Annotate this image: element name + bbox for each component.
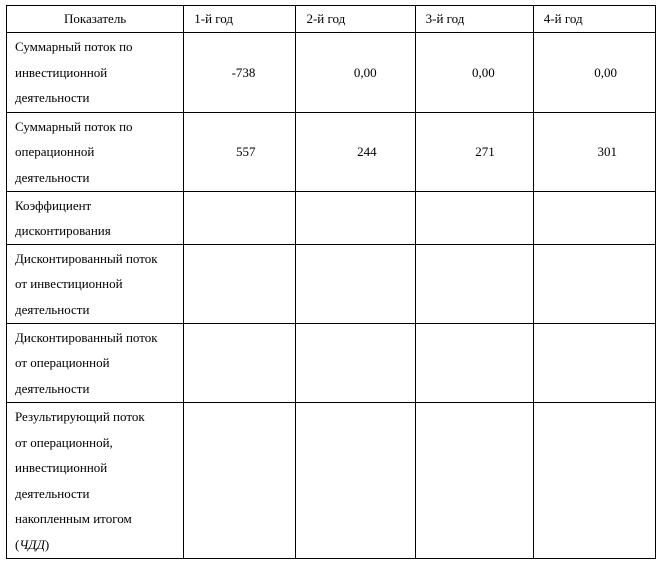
cell-year-4: 301 bbox=[533, 113, 655, 192]
row-label-line: Коэффициент bbox=[15, 197, 92, 213]
cell-year-2: 244 bbox=[296, 113, 415, 192]
row-label-line: от операционной bbox=[15, 355, 110, 371]
row-label-line: Результирующий поток bbox=[15, 409, 145, 424]
header-year-3: 3-й год bbox=[415, 6, 533, 33]
row-label-abbr-line bbox=[15, 532, 179, 558]
row-label bbox=[7, 245, 184, 324]
cell-year-1 bbox=[184, 403, 296, 559]
header-year-1: 1-й год bbox=[184, 6, 296, 33]
cash-flow-table bbox=[6, 5, 656, 559]
cell-year-4 bbox=[533, 403, 655, 559]
row-label-line: Суммарный поток по bbox=[15, 39, 133, 55]
cell-year-4 bbox=[533, 324, 655, 403]
cell-year-4: 0,00 bbox=[533, 33, 655, 113]
table-row-discount-coefficient bbox=[7, 192, 656, 245]
cell-year-3 bbox=[415, 245, 533, 324]
cell-year-1 bbox=[184, 192, 296, 245]
table-row-discounted-operating-flow bbox=[7, 324, 656, 403]
cell-year-2 bbox=[296, 403, 415, 559]
cell-year-3 bbox=[415, 192, 533, 245]
cell-year-2 bbox=[296, 245, 415, 324]
cell-year-1 bbox=[184, 324, 296, 403]
row-label-line: операционной bbox=[15, 144, 95, 160]
row-label bbox=[7, 192, 184, 245]
row-label-line: Дисконтированный поток bbox=[15, 250, 158, 266]
row-label-line: накопленным итогом bbox=[15, 511, 132, 526]
table-row-operating-flow bbox=[7, 113, 656, 192]
row-label-line: деятельности bbox=[15, 301, 90, 317]
cell-year-1: 557 bbox=[184, 113, 296, 192]
header-year-2: 2-й год bbox=[296, 6, 415, 33]
row-label-line: деятельности bbox=[15, 485, 90, 501]
cell-year-2 bbox=[296, 324, 415, 403]
row-label-line: инвестиционной bbox=[15, 64, 108, 80]
cell-year-1: -738 bbox=[184, 33, 296, 113]
abbr-close-paren: ) bbox=[44, 536, 50, 552]
row-label-line: деятельности bbox=[15, 380, 90, 396]
row-label-line: деятельности bbox=[15, 90, 90, 106]
table-row-resulting-flow bbox=[7, 403, 656, 559]
abbr-open-paren: ( bbox=[15, 536, 20, 552]
table-header-row bbox=[7, 6, 656, 33]
cell-year-2 bbox=[296, 192, 415, 245]
header-year-4: 4-й год bbox=[533, 6, 655, 33]
row-label-line: от операционной, bbox=[15, 434, 113, 450]
cell-year-4 bbox=[533, 192, 655, 245]
row-label-line: инвестиционной bbox=[15, 460, 108, 475]
header-indicator: Показатель bbox=[7, 6, 184, 33]
row-label-line: дисконтирования bbox=[15, 223, 111, 238]
row-label bbox=[7, 33, 184, 113]
table-row-discounted-investment-flow bbox=[7, 245, 656, 324]
cell-year-3 bbox=[415, 324, 533, 403]
row-label-line: деятельности bbox=[15, 169, 90, 185]
row-label-line: Дисконтированный поток bbox=[15, 329, 158, 345]
table-row-investment-flow bbox=[7, 33, 656, 113]
row-label bbox=[7, 403, 184, 559]
row-label-line: от инвестиционной bbox=[15, 276, 123, 292]
cell-year-2: 0,00 bbox=[296, 33, 415, 113]
row-label bbox=[7, 113, 184, 192]
cell-year-4 bbox=[533, 245, 655, 324]
cell-year-1 bbox=[184, 245, 296, 324]
cell-year-3: 0,00 bbox=[415, 33, 533, 113]
cell-year-3 bbox=[415, 403, 533, 559]
cell-year-3: 271 bbox=[415, 113, 533, 192]
row-label-line: Суммарный поток по bbox=[15, 118, 133, 134]
npv-abbreviation: ЧДД bbox=[19, 536, 45, 552]
row-label bbox=[7, 324, 184, 403]
